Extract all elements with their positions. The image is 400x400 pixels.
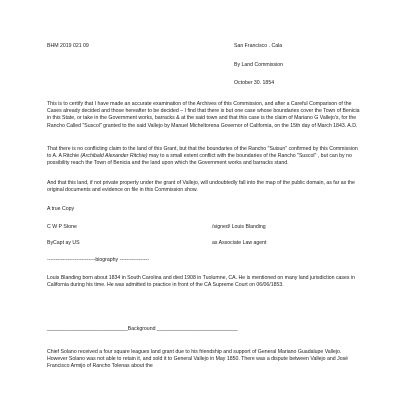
background-text: Chief Solano received a four square leagues land grant due to his friendship and support of General Mariano Guadalupe Vallejo. However Solano was not able to retain it, and sold it to General Vallejo in May 1850. There was a dispute between Vallejo and José Francisco Armijo of Rancho Tolenas about the [47, 349, 349, 370]
paragraph-conflicting-claim-part-2: may to a small extent conflict with the boundaries of the Rancho "Suscol" , but can by no possibility reach the Town of Benicia and the land upon which the Government works and barracks stand. [47, 153, 352, 167]
true-copy-label: A true Copy [47, 206, 75, 212]
document-date: October 30. 1854 [234, 80, 275, 86]
paragraph-public-domain: And that this land, if not private property under the grant of Vallejo, will undoubtedly fall into the map of the public domain, as far as the original documents and evidence on file in this Commission show. [47, 180, 355, 194]
background-heading: ____________________________Background ____________________________ [47, 326, 238, 332]
document-id: BHM 2019 021 09 [47, 43, 89, 49]
document-location: San Francisco . Cala [234, 43, 283, 49]
signature-blanding: /signed/ Louis Blanding [212, 224, 266, 230]
biography-heading: ----------------------------biography ----------------- [47, 257, 149, 263]
signatory-role: as Associate Law agent [212, 240, 267, 246]
signatory-stone: C W P Stone [47, 224, 77, 230]
biography-text: Louis Blanding born about 1834 in South Carolina and died 1908 in Tuolumne, CA. He is mentioned on many land jurisdiction cases in California during his time. He was admitted to practice in front of the CA Supreme Court on 06/06/1853. [47, 275, 355, 289]
signatory-capt: ByCapt ay US [47, 240, 80, 246]
ritchie-full-name: (Archibald Alexander Ritchie) [80, 153, 148, 160]
paragraph-conflicting-claim [47, 146, 363, 168]
paragraph-certification: This is to certify that I have made an accurate examination of the Archives of this Commission, and after a Careful Comparison of the Cases already decided and those hereafter to be decided – I find that there is but one case whose boundaries cover the Town of Benicia in this State, or take in the Government works, barracks & at the said town and that this case is the claim of Mariano G Vallejo's, for the Rancho Called "Suscol" granted to the said Vallejo by Manuel Micheltorena Governor of California, on the 15th day of March 1843. A.D. [47, 101, 360, 129]
document-authority: By Land Commission [234, 62, 284, 68]
paragraph-conflicting-claim-part-1: That there is no conflicting claim to the land of this Grant, but that the boundaries of the Rancho "Suisun" confirmed by this Commission to A. A Ritchie [47, 146, 358, 160]
